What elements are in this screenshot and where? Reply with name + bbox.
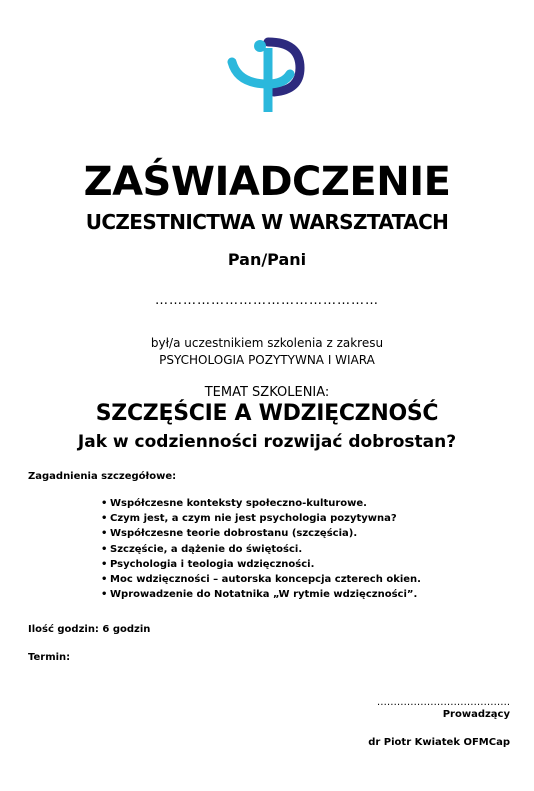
details-list <box>101 496 421 602</box>
training-field: PSYCHOLOGIA POZYTYWNA I WIARA <box>159 353 375 367</box>
details-label: Zagadnienia szczegółowe: <box>28 471 177 482</box>
list-item: • Moc wdzięczności – autorska koncepcja czterech okien. <box>101 572 421 587</box>
list-item: • Współczesne konteksty społeczno-kulturowe. <box>101 496 421 511</box>
hours-text: Ilość godzin: 6 godzin <box>28 624 151 635</box>
signature-role: Prowadzący <box>442 709 510 720</box>
recipient-label: Pan/Pani <box>227 250 307 269</box>
topic-title: SZCZĘŚCIE A WDZIĘCZNOŚĆ <box>95 401 439 426</box>
term-label: Termin: <box>28 652 71 663</box>
certificate-title: ZAŚWIADCZENIE <box>83 159 451 205</box>
list-item: • Psychologia i teologia wdzięczności. <box>101 557 421 572</box>
topic-label: TEMAT SZKOLENIA: <box>204 385 330 400</box>
recipient-name-line: ………………………………………… <box>155 293 379 308</box>
topic-subtitle: Jak w codzienności rozwijać dobrostan? <box>77 432 457 452</box>
signature-name: dr Piotr Kwiatek OFMCap <box>368 737 510 748</box>
list-item: • Wprowadzenie do Notatnika „W rytmie wdzięczności”. <box>101 587 421 602</box>
certificate-subtitle: UCZESTNICTWA W WARSZTATACH <box>85 210 449 234</box>
list-item: • Współczesne teorie dobrostanu (szczęścia). <box>101 526 421 541</box>
list-item: • Szczęście, a dążenie do świętości. <box>101 542 421 557</box>
signature-line: …………………………………. <box>376 697 510 708</box>
ip-logo-icon <box>224 28 308 116</box>
list-item: • Czym jest, a czym nie jest psychologia pozytywna? <box>101 511 421 526</box>
intro-text: był/a uczestnikiem szkolenia z zakresu <box>150 336 384 350</box>
